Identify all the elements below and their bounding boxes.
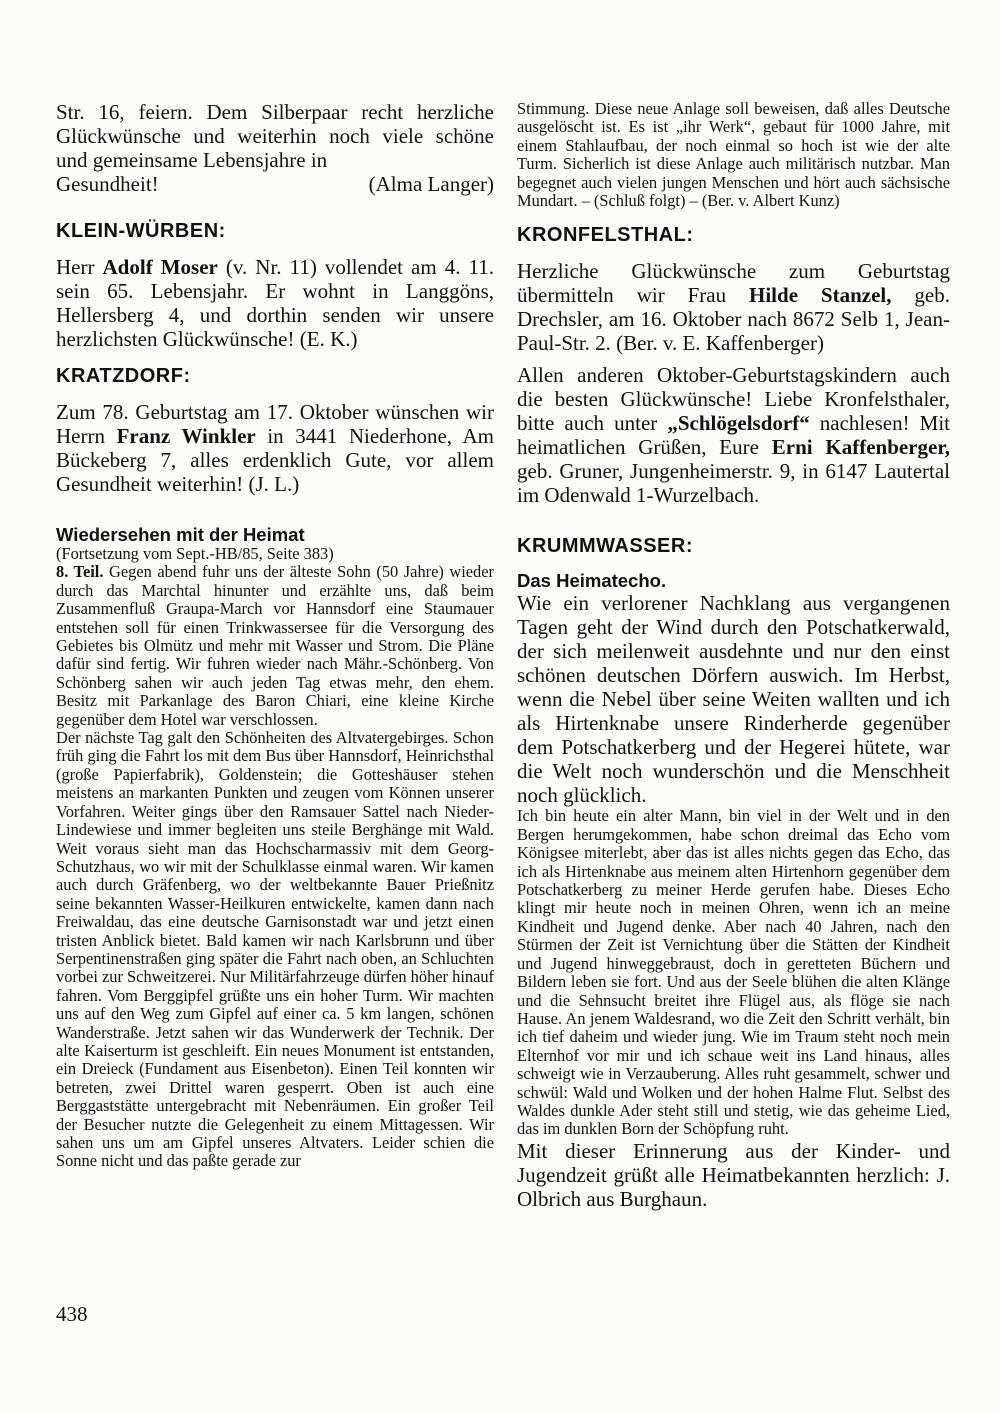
- wiedersehen-paragraph-1: [56, 563, 494, 729]
- kronfelsthal-name: Hilde Stanzel,: [749, 283, 892, 308]
- heimatecho-heading: Das Heimatecho.: [517, 570, 667, 592]
- kratzdorf-pre: Zum 78. Geburtstag am 17. Oktober wünschen wir Herrn: [56, 400, 494, 448]
- continuation-paragraph: Stimmung. Diese neue Anlage soll beweisen, daß alles Deutsche ausgelöscht ist. Es ist „ihr Werk“, gebaut für 1000 Jahre, mit einem Stahlaufbau, der noch einmal so hoch ist wie der alte Turm. Sicherlich ist diese Anlage auch militärisch nutzbar. Man begegnet auch vielen jungen Menschen und hört auch sächsische Mundart. – (Schluß folgt) – (Ber. v. Albert Kunz): [517, 99, 950, 211]
- right-column: [517, 100, 950, 1211]
- wiedersehen-heading: Wiedersehen mit der Heimat: [56, 524, 305, 545]
- heimatecho-paragraph-1: Wie ein verlorener Nachklang aus vergangenen Tagen geht der Wind durch den Potschatkerwald, der sich meilenweit ausdehnte und nur den einst schönen deutschen Dörfern auswich. Im Herbst, wenn die Nebel über seine Weiten wallten und ich als Hirtenknabe unsere Rinderherde gegenüber dem Potschatkerberg und der Hegerei hütete, war die Welt noch wunderschön und die Menschheit noch glücklich.: [517, 591, 950, 808]
- silberpaar-text: Str. 16, feiern. Dem Silberpaar recht herzliche Glückwünsche und weiterhin noch viele schöne und gemeinsame Lebensjahre in: [56, 100, 494, 172]
- heimatecho-closing: Mit dieser Erinnerung aus der Kinder- und Jugendzeit grüßt alle Heimatbekannten herzlich: J. Olbrich aus Burghaun.: [517, 1138, 950, 1211]
- klein-wuerben-paragraph: [56, 255, 494, 351]
- klein-wuerben-text: (v. Nr. 11) vollendet am 4. 11. sein 65. Lebensjahr. Er wohnt in Langgöns, Hellersberg 4, und dorthin senden wir unsere herzlichsten Glückwünsche!: [56, 255, 494, 351]
- kronfelsthal-text: geb. Drechsler, am 16. Oktober nach 8672 Selb 1, Jean-Paul-Str. 2. (Ber. v. E. Kaffenberger): [517, 283, 950, 356]
- heimatecho-paragraph-2: Ich bin heute ein alter Mann, bin viel in der Welt und in den Bergen herumgekommen, habe schon dreimal das Echo vom Königsee miterlebt, aber das ist alles nichts gegen das Echo, das ich als Hirtenknabe aus meinem alten Hirtenhorn gegenüber dem Potschatkerberg zu meiner Herde gerufen habe. Dieses Echo klingt mir heute noch in meinen Ohren, wenn ich an meine Kindheit und Jugend denke. Aber nach 40 Jahren, nach den Stürmen der Zeit ist Vernichtung über die Stätten der Kindheit und Jugend hinweggebraust, doch in geretteten Büchern und Bildern leben sie fort. Und aus der Seele blühen die alten Klänge und die Sehnsucht breitet ihre Flügel aus, als flöge sie nach Hause. An jenem Waldesrand, wo die Zeit den Schritt verhält, bin ich tief daheim und wieder jung. Wie im Traum steht noch mein Elternhof vor mir und ich schaue weit ins Land hinaus, alles schweigt wie in Verzauberung. Alles ruht gesammelt, schwer und schwül: Wald und Wolken und der hohen Halme Flut. Selbst des Waldes dunkle Ader steht still und stetig, wie das geheime Lied, das im dunklen Born der Schöpfung ruht.: [517, 806, 950, 1139]
- klein-wuerben-signature: (E. K.): [299, 327, 358, 351]
- kronfelsthal-paragraph-2: [517, 363, 950, 507]
- kronfelsthal2-pre: Allen anderen Oktober-Geburtstagskindern auch die besten Glückwünsche! Liebe Kronfelsthaler, bitte auch unter: [517, 363, 950, 436]
- klein-wuerben-pre: Herr: [56, 255, 103, 279]
- silberpaar-end: Gesundheit!: [56, 172, 159, 196]
- kronfelsthal2-name: Erni Kaffenberger,: [771, 435, 951, 460]
- kronfelsthal-heading: KRONFELSTHAL:: [517, 224, 694, 247]
- silberpaar-signature: (Alma Langer): [368, 172, 494, 196]
- krummwasser-heading: KRUMMWASSER:: [517, 535, 693, 558]
- wiedersehen-paragraph-2: Der nächste Tag galt den Schönheiten des Altvatergebirges. Schon früh ging die Fahrt los mit dem Bus über Hannsdorf, Heinrichsthal (große Papierfabrik), Goldenstein; die Gotteshäuser stehen meistens an markanten Punkten und zeugen vom Können unserer Vorfahren. Weiter gings über den Ramsauer Sattel nach Nieder-Lindewiese und immer begleiten uns steile Berghänge mit Wald. Weit voraus sieht man das Hochscharmassiv mit dem Georg-Schutzhaus, wo wir mit der Schulklasse einmal waren. Wir kamen auch durch Gräfenberg, wo der weltbekannte Bauer Prießnitz seine bekannten Wasser-Heilkuren entwickelte, kamen dann nach Freiwaldau, das eine deutsche Garnisonstadt war und jetzt einen tristen Anblick bietet. Bald kamen wir nach Karlsbrunn und über Serpentinenstraßen ging später die Fahrt nach oben, an Schluchten vorbei zur Schweitzerei. Nur Militärfahrzeuge dürfen höher hinauf fahren. Vom Berggipfel grüßte uns ein hoher Turm. Wir machten uns auf den Weg zum Gipfel auf einer ca. 5 km langen, schönen Wanderstraße. Jetzt sahen wir das Wunderwerk der Technik. Der alte Kaiserturm ist geschleift. Ein neues Monument ist entstanden, ein Dreieck (Fundament aus Eisenbeton). Einen Teil konnten wir betreten, zwei Drittel waren gesperrt. Oben ist auch eine Berggaststätte untergebracht mit Nebenräumen. Ein großer Teil der Besucher nutzte die Gelegenheit zu einem Mittagessen. Wir sahen uns um am Gipfel unseres Altvaters. Leider schien die Sonne nicht und das paßte gerade zur: [56, 728, 494, 1171]
- kronfelsthal-paragraph-1: [517, 259, 950, 355]
- klein-wuerben-heading: KLEIN-WÜRBEN:: [56, 220, 226, 242]
- kronfelsthal2-text: geb. Gruner, Jungenheimerstr. 9, in 6147 Lautertal im Odenwald 1-Wurzelbach.: [517, 459, 950, 508]
- page-number: 438: [56, 1302, 88, 1326]
- kronfelsthal-pre: Herzliche Glückwünsche zum Geburtstag übermitteln wir Frau: [517, 259, 950, 308]
- schloegelsdorf-ref: „Schlögelsdorf“: [667, 411, 810, 436]
- kratzdorf-paragraph: [56, 400, 494, 496]
- kratzdorf-name: Franz Winkler: [116, 424, 256, 448]
- silberpaar-sign-line: [56, 172, 494, 196]
- kratzdorf-text: in 3441 Niederhone, Am Bückeberg 7, alles erdenklich Gute, vor allem Gesundheit weiterhin!: [56, 424, 494, 496]
- kratzdorf-signature: (J. L.): [248, 472, 300, 496]
- wiedersehen-subtitle: (Fortsetzung vom Sept.-HB/85, Seite 383): [56, 544, 334, 563]
- silberpaar-paragraph: [56, 100, 494, 196]
- teil-text: Gegen abend fuhr uns der älteste Sohn (50 Jahre) wieder durch das Marchtal hinunter und erzählte uns, daß beim Zusammenfluß Graupa-March vor Hannsdorf eine Staumauer entstehen soll für einen Trinkwassersee für die Versorgung des Gebietes bis Olmütz und mehr mit Wasser und Strom. Die Pläne dafür sind fertig. Wir fuhren wieder nach Mähr.-Schönberg. Von Schönberg sahen wir auch jeden Tag etwas mehr, den ehem. Besitz mit Parkanlage des Baron Chiari, eine kleine Kirche gegenüber dem Hotel war verschlossen.: [56, 562, 494, 729]
- klein-wuerben-name: Adolf Moser: [102, 255, 218, 279]
- left-column: [56, 100, 494, 1171]
- kronfelsthal2-mid: nachlesen! Mit heimatlichen Grüßen, Eure: [517, 411, 950, 460]
- teil-label: 8. Teil.: [56, 562, 104, 582]
- kratzdorf-heading: KRATZDORF:: [56, 365, 191, 387]
